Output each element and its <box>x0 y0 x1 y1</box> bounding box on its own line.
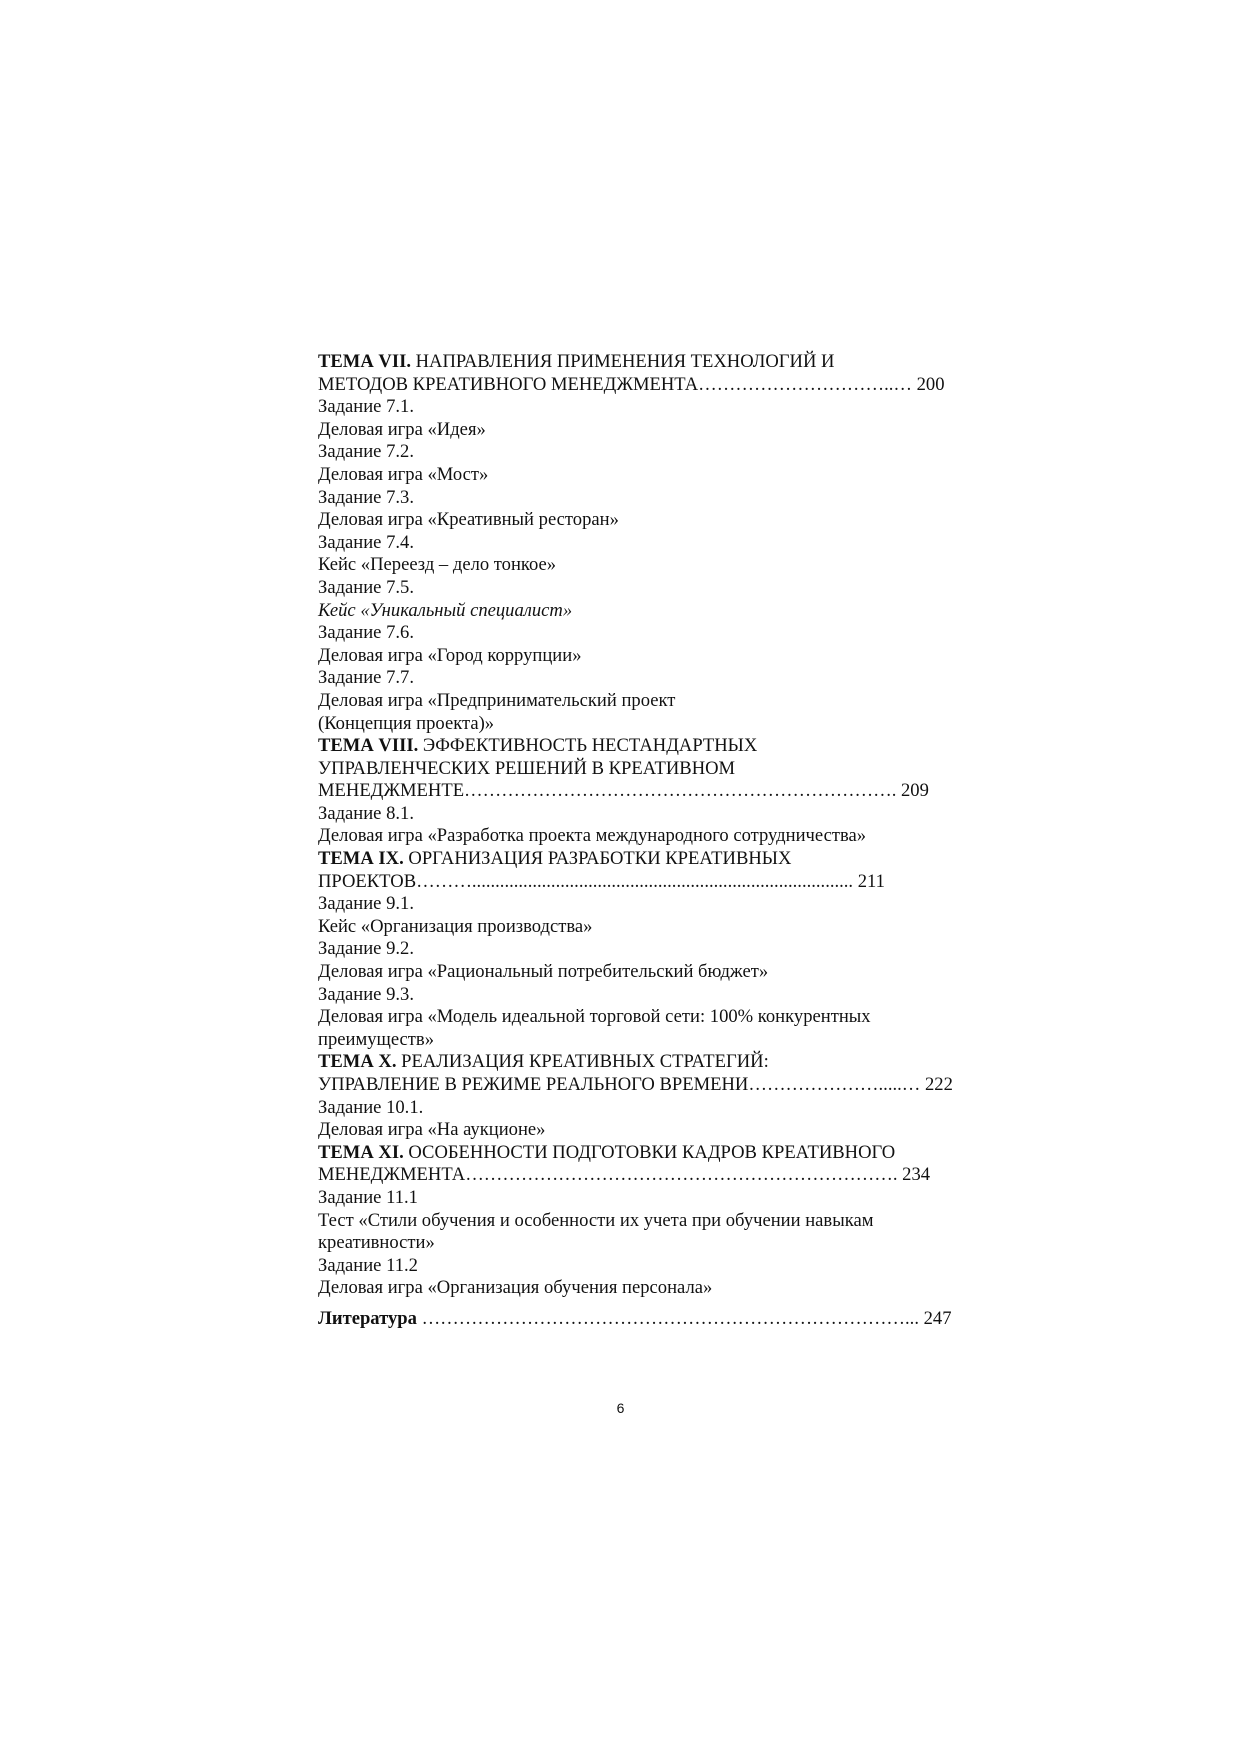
toc-topic-heading-cont: МЕНЕДЖМЕНТЕ……………………………………………………………. 209 <box>318 780 929 802</box>
toc-topic-heading-cont: УПРАВЛЕНЧЕСКИХ РЕШЕНИЙ В КРЕАТИВНОМ <box>318 757 736 779</box>
toc-item: креативности» <box>318 1232 435 1254</box>
toc-item: Деловая игра «Предпринимательский проект <box>318 689 676 711</box>
literature-leader: ……………………………………………………………………... 247 <box>416 1307 952 1329</box>
page-number: 6 <box>616 1400 625 1416</box>
topic-label: ТЕМА VII. <box>318 351 411 372</box>
topic-label: ТЕМА X. <box>318 1051 397 1073</box>
spacer <box>318 1300 998 1308</box>
toc-item: Задание 7.2. <box>318 441 414 463</box>
toc-item: Деловая игра «Город коррупции» <box>318 644 582 666</box>
toc-item: преимуществ» <box>318 1028 435 1050</box>
toc-item: Задание 7.3. <box>318 486 414 508</box>
toc-topic-heading <box>318 735 998 758</box>
toc-item: Деловая игра «Идея» <box>318 418 486 440</box>
topic-title: НАПРАВЛЕНИЯ ПРИМЕНЕНИЯ ТЕХНОЛОГИЙ И <box>410 351 835 372</box>
toc-topic-heading-cont: УПРАВЛЕНИЕ В РЕЖИМЕ РЕАЛЬНОГО ВРЕМЕНИ………………….....… 222 <box>318 1074 953 1095</box>
topic-title: ОСОБЕННОСТИ ПОДГОТОВКИ КАДРОВ КРЕАТИВНОГО <box>403 1141 896 1163</box>
toc-item: Деловая игра «Модель идеальной торговой сети: 100% конкурентных <box>318 1006 871 1028</box>
toc-item: Задание 8.1. <box>318 802 414 824</box>
toc-item: Тест «Стили обучения и особенности их учета при обучении навыкам <box>318 1209 874 1231</box>
literature-label: Литература <box>318 1307 417 1329</box>
toc-topic-heading <box>318 351 998 374</box>
toc-topic-heading <box>318 1051 998 1074</box>
toc-item: Кейс «Организация производства» <box>318 915 593 937</box>
toc-item: Задание 7.1. <box>318 396 414 418</box>
topic-title: РЕАЛИЗАЦИЯ КРЕАТИВНЫХ СТРАТЕГИЙ: <box>396 1051 769 1073</box>
toc-item-italic-text: Кейс «Уникальный специалист» <box>318 599 573 621</box>
topic-title: ЭФФЕКТИВНОСТЬ НЕСТАНДАРТНЫХ <box>418 735 758 757</box>
topic-label: ТЕМА IX. <box>318 848 404 870</box>
toc-item: Задание 9.1. <box>318 893 414 915</box>
toc-item: (Концепция проекта)» <box>318 712 495 734</box>
toc-item: Задание 11.1 <box>318 1186 418 1208</box>
toc-topic-heading-cont: МЕТОДОВ КРЕАТИВНОГО МЕНЕДЖМЕНТА…………………………..… 200 <box>318 373 945 395</box>
topic-label: ТЕМА XI. <box>318 1141 404 1163</box>
toc-item: Задание 7.5. <box>318 576 414 598</box>
toc-item: Задание 11.2 <box>318 1254 418 1276</box>
toc-item: Задание 10.1. <box>318 1096 424 1118</box>
toc-item: Задание 7.4. <box>318 531 414 553</box>
toc-item-italic <box>318 600 998 623</box>
toc-topic-heading-cont: ПРОЕКТОВ……….................................................................................. 211 <box>318 870 885 892</box>
toc-item: Кейс «Переезд – дело тонкое» <box>318 554 557 576</box>
toc-item: Деловая игра «Организация обучения персонала» <box>318 1277 713 1299</box>
topic-label: ТЕМА VIII. <box>318 735 419 757</box>
toc-item: Деловая игра «Мост» <box>318 463 489 485</box>
toc-item: Деловая игра «Разработка проекта международного сотрудничества» <box>318 825 867 847</box>
toc-topic-heading-cont: МЕНЕДЖМЕНТА……………………………………………………………. 234 <box>318 1164 931 1186</box>
toc-item: Задание 7.7. <box>318 667 414 689</box>
toc-item: Задание 7.6. <box>318 622 414 644</box>
toc-item: Деловая игра «Креативный ресторан» <box>318 509 619 531</box>
topic-title: ОРГАНИЗАЦИЯ РАЗРАБОТКИ КРЕАТИВНЫХ <box>403 848 792 870</box>
toc-literature <box>318 1308 998 1331</box>
toc-item: Деловая игра «Рациональный потребительский бюджет» <box>318 961 769 983</box>
toc-topic-heading <box>318 1142 998 1165</box>
toc-item: Задание 9.3. <box>318 983 414 1005</box>
toc-topic-heading <box>318 848 998 871</box>
toc-item: Задание 9.2. <box>318 938 414 960</box>
toc-item: Деловая игра «На аукционе» <box>318 1119 546 1141</box>
table-of-contents <box>318 351 998 1331</box>
